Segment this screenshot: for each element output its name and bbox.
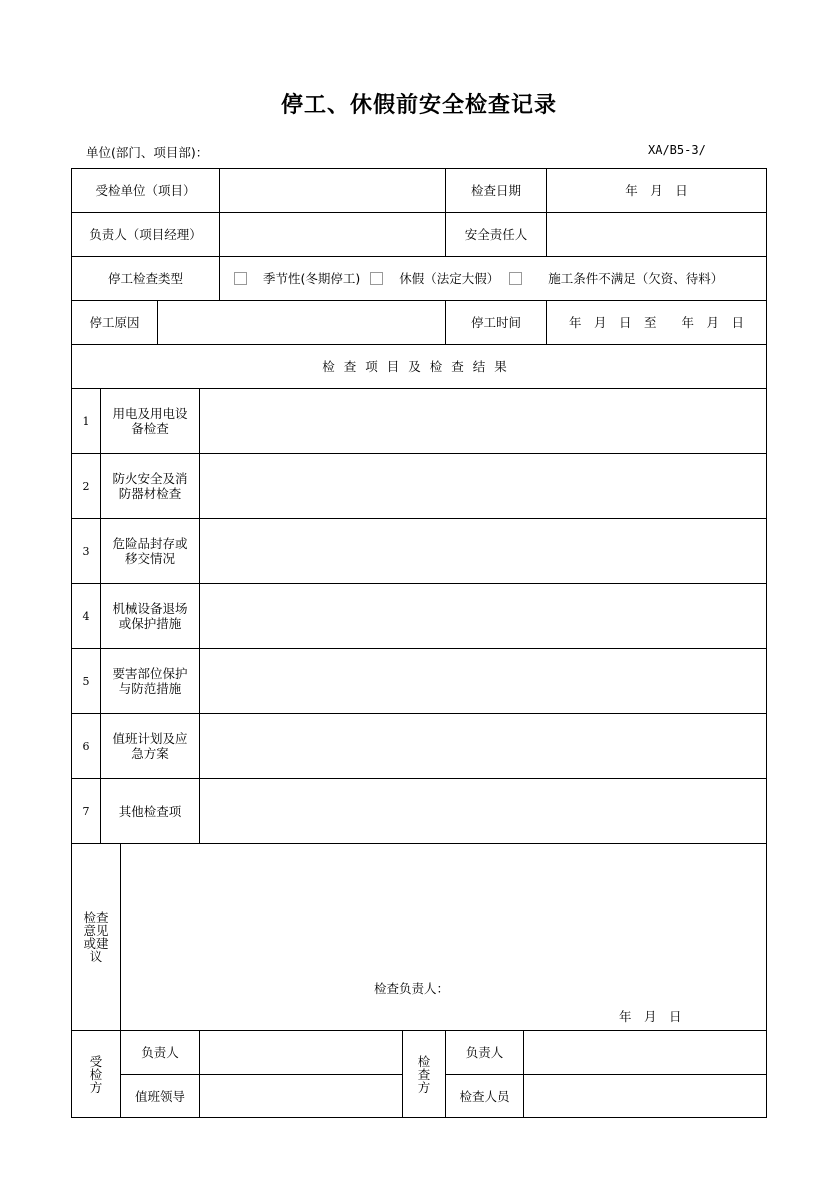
form-code: XA/B5-3/ [648,143,706,157]
stop-time-label: 停工时间 [445,300,547,345]
item-result-field[interactable] [199,518,767,584]
inspector-staff-field[interactable] [523,1074,767,1118]
duty-leader-field[interactable] [199,1074,403,1118]
inspection-date-label: 检查日期 [445,168,547,213]
unit-label: 单位(部门、项目部)： [86,145,209,160]
stop-type-label: 停工检查类型 [71,256,220,301]
safety-officer-label: 安全责任人 [445,212,547,257]
inspector-staff-label: 检查人员 [445,1074,524,1118]
item-name: 其他检查项 [118,803,182,819]
opinion-signer: 检查负责人： [374,981,450,996]
checkbox-seasonal[interactable] [234,272,247,285]
item-number: 3 [71,518,101,584]
opinion-date: 年 月 日 [619,1009,682,1024]
inspector-party-label: 检查方 [417,1053,431,1095]
item-name-cell [100,778,200,844]
duty-leader-label: 值班领导 [120,1074,200,1118]
inspection-date-field[interactable]: 年 月 日 [546,168,767,213]
item-name-cell [100,518,200,584]
stop-time-field[interactable]: 年 月 日 至 年 月 日 [546,300,767,345]
inspected-unit-label: 受检单位（项目） [71,168,220,213]
item-name: 危险品封存或移交情况 [112,536,188,566]
item-result-field[interactable] [199,778,767,844]
item-name-cell [100,453,200,519]
option-conditions: 施工条件不满足（欠资、待料） [548,271,724,286]
item-name-cell [100,583,200,649]
opinion-field[interactable] [120,843,767,1031]
option-holiday: 休假（法定大假） [399,271,500,286]
manager-field[interactable] [219,212,446,257]
inspector-party-label-cell [402,1030,446,1118]
inspected-person-field[interactable] [199,1030,403,1075]
item-result-field[interactable] [199,583,767,649]
manager-label: 负责人（项目经理） [71,212,220,257]
inspected-party-label-cell [71,1030,121,1118]
safety-officer-field[interactable] [546,212,767,257]
page-title: 停工、休假前安全检查记录 [280,93,557,118]
item-name: 防火安全及消防器材检查 [112,471,188,501]
item-number: 5 [71,648,101,714]
checkbox-holiday[interactable] [370,272,383,285]
stop-type-options [219,256,767,301]
stop-reason-field[interactable] [157,300,446,345]
inspector-person-label: 负责人 [445,1030,524,1075]
item-name-cell [100,713,200,779]
item-name: 用电及用电设备检查 [112,406,188,436]
inspected-person-label: 负责人 [120,1030,200,1075]
opinion-label-cell [71,843,121,1031]
item-number: 1 [71,388,101,454]
item-name: 要害部位保护与防范措施 [112,666,188,696]
item-name-cell [100,388,200,454]
stop-reason-label: 停工原因 [71,300,158,345]
item-result-field[interactable] [199,388,767,454]
item-result-field[interactable] [199,713,767,779]
item-number: 4 [71,583,101,649]
item-result-field[interactable] [199,453,767,519]
item-number: 7 [71,778,101,844]
item-number: 6 [71,713,101,779]
section-header: 检查项目及检查结果 [71,344,767,389]
option-seasonal: 季节性(冬期停工) [263,271,361,286]
inspector-person-field[interactable] [523,1030,767,1075]
inspected-unit-field[interactable] [219,168,446,213]
item-result-field[interactable] [199,648,767,714]
inspected-party-label: 受检方 [89,1053,103,1095]
checkbox-conditions[interactable] [509,272,522,285]
item-name: 值班计划及应急方案 [112,731,188,761]
item-name-cell [100,648,200,714]
opinion-label: 检查意见或建议 [83,910,109,964]
item-number: 2 [71,453,101,519]
item-name: 机械设备退场或保护措施 [112,601,188,631]
